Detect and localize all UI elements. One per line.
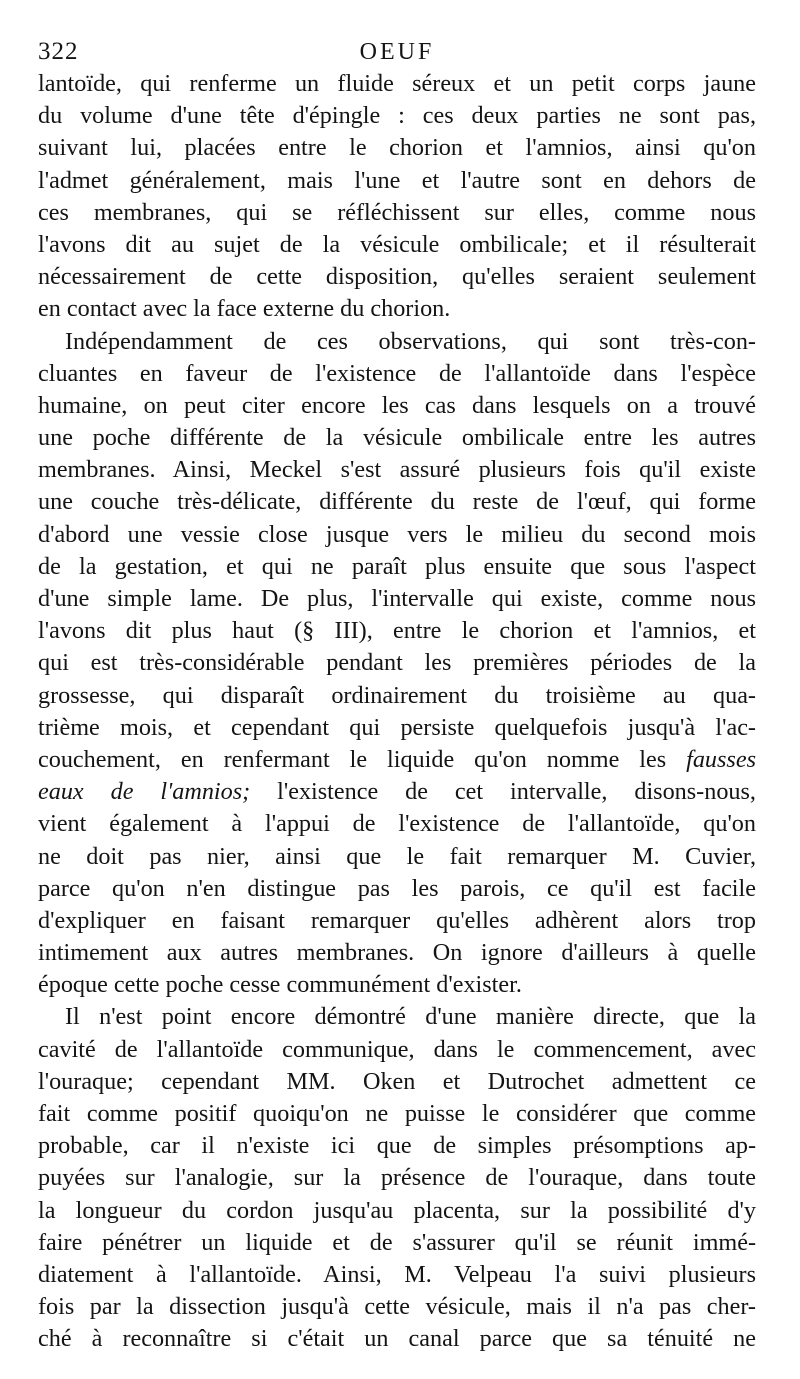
text-line: lantoïde, qui renferme un fluide séreux et un petit corps jaune bbox=[38, 70, 756, 97]
text-line: fait comme positif quoiqu'on ne puisse le considérer que comme bbox=[38, 1100, 756, 1127]
text-line: d'expliquer en faisant remarquer qu'elles adhèrent alors trop bbox=[38, 906, 756, 934]
paragraph-allantoide-position bbox=[38, 68, 756, 326]
text-line: nécessairement de cette disposition, qu'elles seraient seulement bbox=[38, 263, 756, 291]
body-text bbox=[38, 68, 756, 1356]
text-line: d'abord une vessie close jusque vers le milieu du second mois bbox=[38, 520, 756, 548]
running-head bbox=[38, 34, 756, 70]
text-line: faire pénétrer un liquide et de s'assurer qu'il se réunit immé- bbox=[38, 1228, 756, 1256]
text-line: qui est très-considérable pendant les premières périodes de la bbox=[38, 649, 756, 677]
text-line: vient également à l'appui de l'existence de l'allantoïde, qu'on bbox=[38, 810, 756, 838]
text-line: en contact avec la face externe du chorion. bbox=[38, 295, 451, 323]
italic-term: eaux de l'amnios; bbox=[38, 778, 251, 806]
text-line: l'ouraque; cependant MM. Oken et Dutrochet admettent ce bbox=[38, 1067, 756, 1095]
text-line: grossesse, qui disparaît ordinairement du troisième au qua- bbox=[38, 681, 756, 709]
italic-term: fausses bbox=[686, 745, 756, 773]
text-line: suivant lui, placées entre le chorion et l'amnios, ainsi qu'on bbox=[38, 134, 756, 162]
running-title: OEUF bbox=[359, 39, 435, 65]
text-line: ne doit pas nier, ainsi que le fait remarquer M. Cuvier, bbox=[38, 842, 756, 870]
text-line: trième mois, et cependant qui persiste quelquefois jusqu'à l'ac- bbox=[38, 713, 756, 741]
text-line: Il n'est point encore démontré d'une manière directe, que la bbox=[65, 1003, 756, 1031]
text-line: du volume d'une tête d'épingle : ces deux parties ne sont pas, bbox=[38, 102, 756, 130]
text-line: une poche différente de la vésicule ombilicale entre les autres bbox=[38, 424, 756, 452]
text-line: la longueur du cordon jusqu'au placenta, sur la possibilité d'y bbox=[38, 1196, 756, 1224]
text-line: ché à reconnaître si c'était un canal parce que sa ténuité ne bbox=[38, 1325, 756, 1353]
text-segment: l'existence de cet intervalle, disons-nous, bbox=[250, 778, 756, 806]
text-line: ces membranes, qui se réfléchissent sur elles, comme nous bbox=[38, 198, 756, 226]
text-line: une couche très-délicate, différente du reste de l'œuf, qui forme bbox=[38, 488, 756, 516]
text-line: puyées sur l'analogie, sur la présence de l'ouraque, dans toute bbox=[38, 1164, 756, 1192]
text-line: intimement aux autres membranes. On ignore d'ailleurs à quelle bbox=[38, 939, 756, 967]
text-line: l'avons dit au sujet de la vésicule ombilicale; et il résulterait bbox=[38, 230, 756, 258]
text-segment: couchement, en renfermant le liquide qu'on nomme les bbox=[38, 745, 687, 773]
text-line: humaine, on peut citer encore les cas dans lesquels on a trouvé bbox=[38, 391, 756, 419]
paragraph-observations bbox=[38, 326, 756, 1002]
text-line: l'avons dit plus haut (§ III), entre le chorion et l'amnios, et bbox=[38, 617, 756, 645]
text-line: membranes. Ainsi, Meckel s'est assuré plusieurs fois qu'il existe bbox=[38, 456, 756, 484]
text-line-with-italic bbox=[38, 744, 756, 776]
text-line: d'une simple lame. De plus, l'intervalle qui existe, comme nous bbox=[38, 585, 756, 612]
paragraph-ouraque bbox=[38, 1001, 756, 1355]
text-line: parce qu'on n'en distingue pas les parois, ce qu'il est facile bbox=[38, 874, 756, 902]
text-line: fois par la dissection jusqu'à cette vésicule, mais il n'a pas cher- bbox=[38, 1293, 756, 1321]
text-line: époque cette poche cesse communément d'exister. bbox=[38, 971, 522, 999]
text-line: l'admet généralement, mais l'une et l'autre sont en dehors de bbox=[38, 166, 756, 194]
text-line: de la gestation, et qui ne paraît plus ensuite que sous l'aspect bbox=[38, 552, 756, 580]
text-line: Indépendamment de ces observations, qui sont très-con- bbox=[65, 327, 756, 355]
text-line: diatement à l'allantoïde. Ainsi, M. Velpeau l'a suivi plusieurs bbox=[38, 1260, 756, 1288]
page-number: 322 bbox=[38, 38, 79, 65]
text-line: cluantes en faveur de l'existence de l'allantoïde dans l'espèce bbox=[38, 359, 756, 387]
text-line: probable, car il n'existe ici que de simples présomptions ap- bbox=[38, 1132, 756, 1160]
text-line: cavité de l'allantoïde communique, dans le commencement, avec bbox=[38, 1035, 756, 1063]
text-line-with-italic bbox=[38, 776, 756, 808]
